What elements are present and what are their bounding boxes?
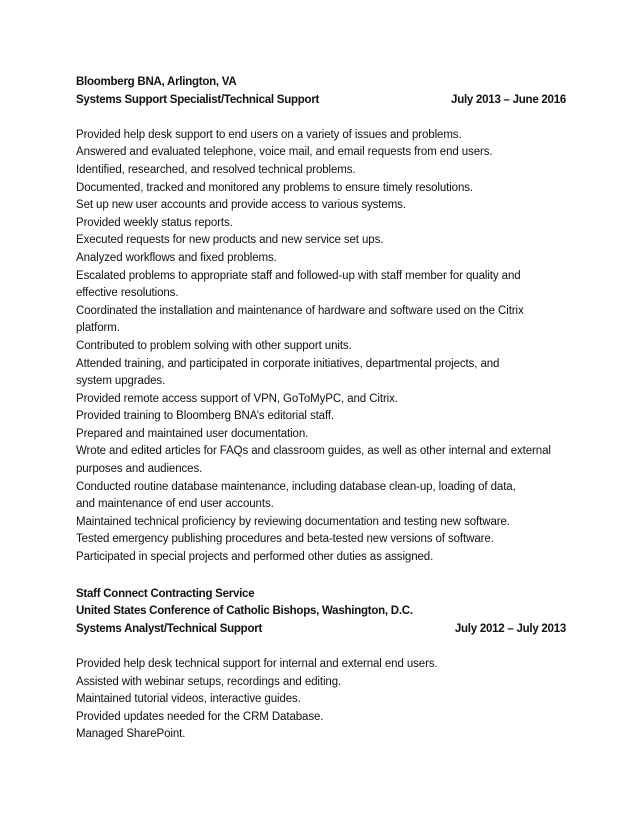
job-dates: July 2013 – June 2016	[451, 93, 566, 106]
duty-line: Provided weekly status reports.	[76, 216, 233, 229]
duty-line: Maintained technical proficiency by reviewing documentation and testing new software.	[76, 515, 510, 528]
duty-line: Maintained tutorial videos, interactive guides.	[76, 693, 301, 706]
job-title-row	[76, 92, 566, 110]
job-bloomberg	[76, 74, 566, 567]
duty-line: purposes and audiences.	[76, 463, 203, 476]
duty-list	[76, 656, 566, 744]
duty-line: Identified, researched, and resolved technical problems.	[76, 163, 356, 176]
spacer	[76, 109, 566, 127]
duty-line: Executed requests for new products and new service set ups.	[76, 234, 384, 247]
duty-line: effective resolutions.	[76, 287, 179, 300]
duty-line: Provided remote access support of VPN, GoToMyPC, and Citrix.	[76, 392, 398, 405]
duty-line: Wrote and edited articles for FAQs and classroom guides, as well as other internal and external	[76, 445, 551, 458]
company-name: United States Conference of Catholic Bishops, Washington, D.C.	[76, 605, 413, 618]
job-title: Systems Support Specialist/Technical Support	[76, 93, 320, 106]
duty-line: Contributed to problem solving with other support units.	[76, 339, 352, 352]
duty-line: and maintenance of end user accounts.	[76, 498, 274, 511]
duty-line: Provided help desk support to end users on a variety of issues and problems.	[76, 128, 462, 141]
agency-name: Staff Connect Contracting Service	[76, 587, 255, 600]
job-usccb	[76, 586, 566, 744]
spacer	[76, 638, 566, 656]
job-title: Systems Analyst/Technical Support	[76, 622, 263, 635]
duty-line: Escalated problems to appropriate staff and followed-up with staff member for quality and	[76, 269, 521, 282]
duty-line: Analyzed workflows and fixed problems.	[76, 251, 277, 264]
duty-line: Conducted routine database maintenance, including database clean-up, loading of data,	[76, 480, 516, 493]
duty-line: Managed SharePoint.	[76, 728, 186, 741]
duty-line: Attended training, and participated in corporate initiatives, departmental projects, and	[76, 357, 500, 370]
duty-list	[76, 127, 566, 567]
duty-line: Participated in special projects and performed other duties as assigned.	[76, 551, 434, 564]
duty-line: Set up new user accounts and provide access to various systems.	[76, 199, 406, 212]
duty-line: Provided help desk technical support for internal and external end users.	[76, 658, 438, 670]
job-dates: July 2012 – July 2013	[454, 622, 566, 635]
spacer	[76, 567, 566, 586]
resume-page	[76, 74, 566, 744]
duty-line: Assisted with webinar setups, recordings and editing.	[76, 675, 342, 688]
duty-line: Provided training to Bloomberg BNA’s editorial staff.	[76, 410, 335, 423]
duty-line: Documented, tracked and monitored any problems to ensure timely resolutions.	[76, 181, 474, 194]
company-name: Bloomberg BNA, Arlington, VA	[76, 76, 237, 88]
duty-line: platform.	[76, 322, 120, 335]
duty-line: Coordinated the installation and maintenance of hardware and software used on the Citrix	[76, 304, 524, 317]
duty-line: Prepared and maintained user documentation.	[76, 427, 309, 440]
duty-line: Provided updates needed for the CRM Database.	[76, 710, 324, 723]
duty-line: Answered and evaluated telephone, voice mail, and email requests from end users.	[76, 146, 493, 159]
job-title-row	[76, 621, 566, 639]
duty-line: Tested emergency publishing procedures and beta-tested new versions of software.	[76, 533, 494, 546]
duty-line: system upgrades.	[76, 375, 166, 388]
